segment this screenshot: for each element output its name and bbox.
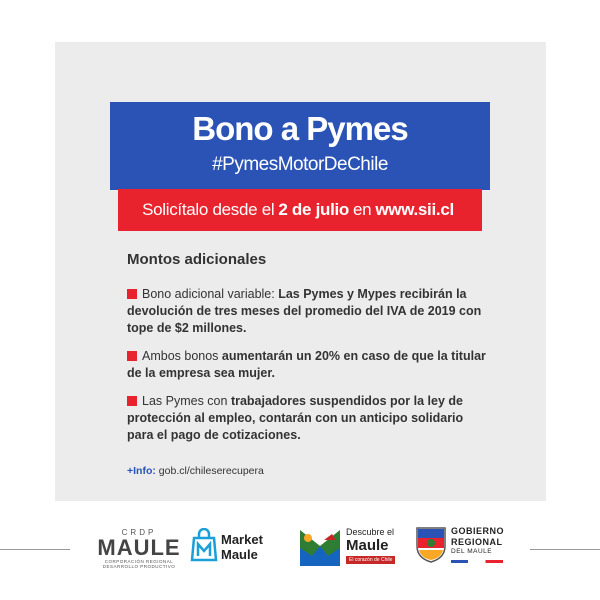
- title-banner: [110, 102, 490, 190]
- bullet-plain-text: Las Pymes con: [142, 394, 231, 408]
- descubre-line1: Descubre el: [346, 527, 395, 537]
- crdp-top: CRDP: [121, 528, 157, 537]
- bullet-bold-text: aumentarán un 20% en caso de que la titular de la empresa sea mujer.: [127, 349, 486, 380]
- crdp-sub: CORPORACIÓN REGIONAL DESARROLLO PRODUCTIVO: [102, 559, 176, 569]
- red-square-icon: [127, 351, 137, 361]
- descubre-maule-logo: [298, 520, 408, 570]
- bullet-item: [127, 286, 487, 337]
- bullet-plain-text: Bono adicional variable:: [142, 287, 279, 301]
- market-line1: Market: [221, 532, 263, 547]
- gobierno-line1: GOBIERNO: [451, 526, 505, 536]
- gobierno-regional-logo: [415, 520, 510, 570]
- banner-title: Bono a Pymes: [192, 110, 408, 147]
- redbar-site: www.sii.cl: [375, 200, 454, 219]
- info-label: +Info:: [127, 465, 156, 477]
- bullet-item: [127, 393, 487, 444]
- chile-flag-stripe: [451, 560, 503, 563]
- bullet-bold-text: trabajadores suspendidos por la ley de protección al empleo, contarán con un anticipo solidario para el pago de cotizaciones.: [127, 394, 464, 442]
- crdp-maule-logo: [96, 520, 182, 570]
- gobierno-line2: REGIONAL: [451, 537, 503, 547]
- footer-divider-right: [530, 549, 600, 550]
- footer-divider-left: [0, 549, 70, 550]
- red-square-icon: [127, 396, 137, 406]
- shopping-bag-icon: [190, 528, 218, 562]
- info-link[interactable]: gob.cl/chileserecupera: [158, 465, 264, 477]
- redbar-prefix: Solicítalo desde el: [142, 200, 275, 219]
- red-square-icon: [127, 289, 137, 299]
- bullet-item: [127, 348, 487, 382]
- gobierno-line3: DEL MAULE: [451, 548, 493, 555]
- bullet-plain-text: Ambos bonos: [142, 349, 222, 363]
- redbar-date: 2 de julio: [278, 200, 350, 219]
- regional-shield-icon: [415, 526, 447, 564]
- banner-hashtag: #PymesMotorDeChile: [212, 154, 388, 175]
- m-landscape-icon: [298, 526, 342, 568]
- market-maule-logo: [190, 520, 285, 570]
- descubre-line2: Maule: [346, 537, 389, 554]
- crdp-main: MAULE: [97, 535, 181, 560]
- descubre-tag: El corazón de Chile: [346, 556, 395, 564]
- apply-date-bar: [118, 189, 482, 231]
- bullet-bold-text: Las Pymes y Mypes recibirán la devolución de tres meses del promedio del IVA de 2019 con tope de $2 millones.: [127, 287, 482, 335]
- market-line2: Maule: [221, 547, 258, 562]
- redbar-middle: en: [353, 200, 372, 219]
- section-heading: Montos adicionales: [127, 251, 267, 268]
- more-info: [127, 465, 264, 477]
